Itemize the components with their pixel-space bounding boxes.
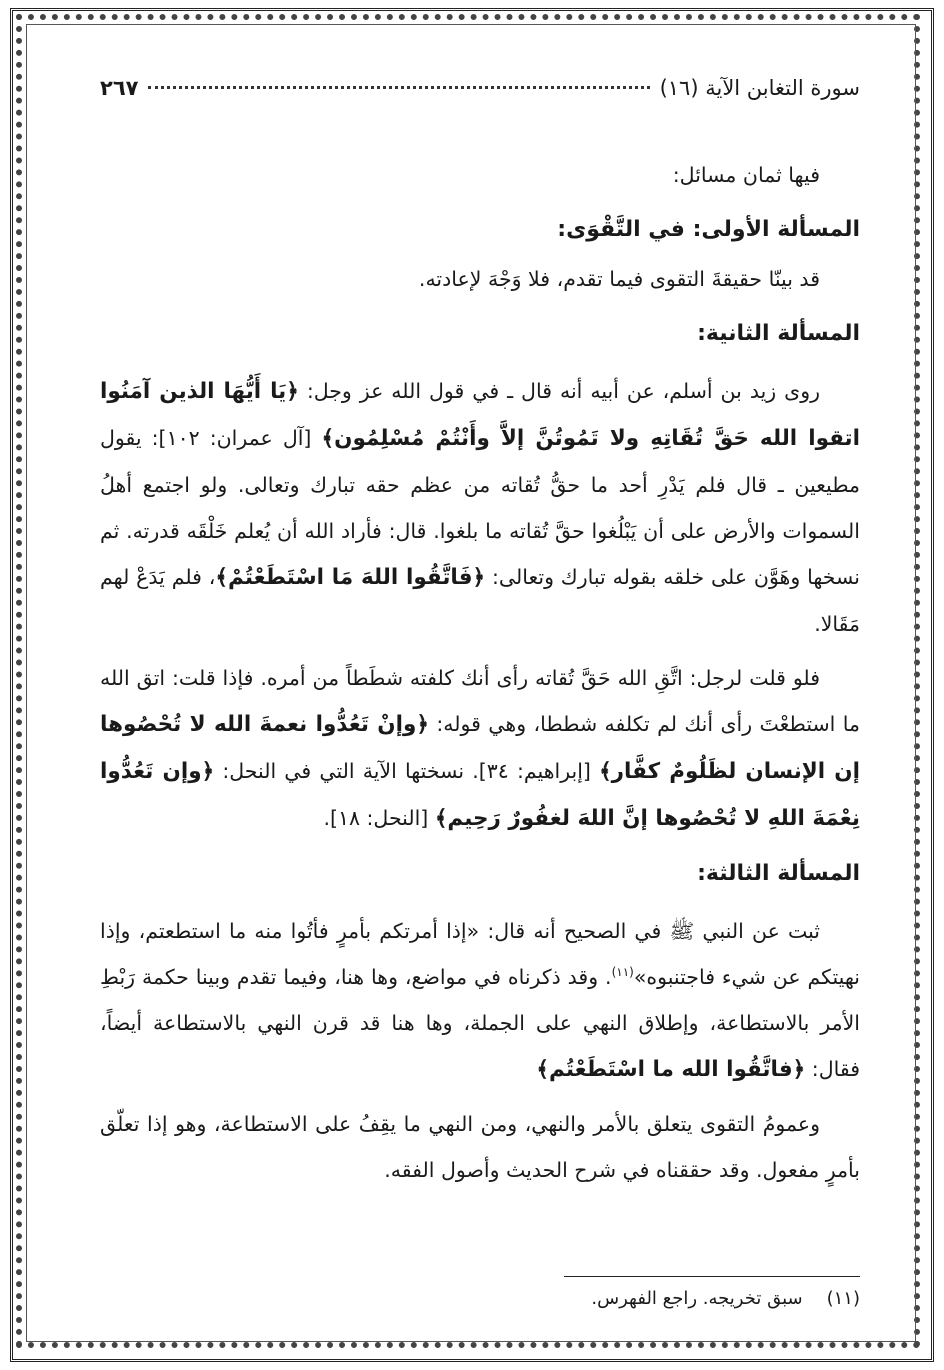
footnote-text: سبق تخريجه. راجع الفهرس. <box>591 1288 803 1309</box>
page-number: ٢٦٧ <box>100 76 139 100</box>
header-title: سورة التغابن الآية (١٦) <box>659 76 860 100</box>
issue2-p2-quran1: ﴿وإنْ تَعُدُّوا نعمةَ الله لا تُحْصُوها إن الإنسان لظَلُومٌ كفَّار﴾ <box>100 712 860 784</box>
issue2-paragraph2 <box>100 655 860 842</box>
issue3-p1-quran: ﴿فاتَّقُوا الله ما اسْتَطَعْتُم﴾ <box>536 1057 806 1082</box>
issue2-p2-text-a: فلو قلت لرجل: اتَّقِ الله حَقَّ تُقاته رأى أنك كلفته شطَطاً من أمره. فإذا قلت: اتق الله ما استطعْتَ رأى أنك لم تكلفه شططا، وهي قوله: <box>100 666 860 736</box>
issue3-heading: المسألة الثالثة: <box>697 861 860 886</box>
issue2-p1-text-c: ، فلم يَدَعْ لهم مَقَالا. <box>100 565 860 636</box>
footnote <box>100 1284 860 1314</box>
issue2-p2-quran2: ﴿وإن تَعُدُّوا نِعْمَةَ اللهِ لا تُحْصُوها إنَّ اللهَ لغفُورٌ رَحِيم﴾ <box>100 759 860 831</box>
issue2-p2-text-c: [النحل: ١٨]. <box>323 806 435 830</box>
page-content <box>100 76 860 1316</box>
issue2-paragraph1 <box>100 368 860 647</box>
running-header <box>100 76 860 116</box>
issue2-p1-quran1: ﴿يَا أَيُّهَا الذين آمَنُوا اتقوا الله حَقَّ تُقَاتِهِ ولا تَمُوتُنَّ إلاَّ وأَنْتُمْ مُسْلِمُون﴾ <box>100 379 860 451</box>
intro-line: فيها ثمان مسائل: <box>672 163 820 187</box>
issue2-p2-text-b: [إبراهيم: ٣٤]. نسختها الآية التي في النحل: <box>214 759 600 783</box>
header-dot-leader <box>148 86 649 89</box>
issue3-p1-text-a: ثبت عن النبي ﷺ في الصحيح أنه قال: «إذا أمرتكم بأمرٍ فأتُوا منه ما استطعتم، وإذا نهيتكم عن شيء فاجتنبوه» <box>100 919 860 989</box>
issue2-p1-quran2: ﴿فَاتَّقُوا اللهَ مَا اسْتَطَعْتُمْ﴾ <box>215 565 486 590</box>
issue3-p1-text-b: . وقد ذكرناه في مواضع، وها هنا، وفيما تقدم وبينا حكمة رَبْطِ الأمر بالاستطاعة، وإطلاق النهي على الجملة، وها هنا قد قرن النهي بالاستطاعة أيضاً، فقال: <box>100 965 860 1081</box>
issue3-paragraph1 <box>100 908 860 1093</box>
issue1-heading: المسألة الأولى: في التَّقْوَى: <box>557 217 860 242</box>
issue3-paragraph2: وعمومُ التقوى يتعلق بالأمر والنهي، ومن النهي ما يقِفُ على الاستطاعة، وهو إذا تعلّق بأمرٍ مفعول. وقد حققناه في شرح الحديث وأصول الفقه. <box>100 1112 860 1182</box>
footnote-ref: (١١) <box>611 965 634 980</box>
issue2-heading: المسألة الثانية: <box>697 321 860 346</box>
issue2-p1-text-a: روى زيد بن أسلم، عن أبيه أنه قال ـ في قول الله عز وجل: <box>298 379 821 403</box>
issue1-text: قد بينّا حقيقةَ التقوى فيما تقدم، فلا وَجْهَ لإعادته. <box>418 267 820 291</box>
issue2-p1-text-b: [آل عمران: ١٠٢]: يقول مطيعين ـ قال فلم يَدْرِ أحد ما حقُّ تُقاته من عظم حقه تبارك وتعالى. ولو اجتمع أهلُ السموات والأرض على أن يَبْلُغوا حقَّ تُقاته ما بلغوا. قال: فأراد الله أن يُعلم خَلْقَه قدرته. ثم نسخها وهَوَّن على خلقه بقوله تبارك وتعالى: <box>100 426 860 589</box>
footnote-rule <box>564 1276 860 1277</box>
footnote-number: (١١) <box>826 1288 860 1309</box>
